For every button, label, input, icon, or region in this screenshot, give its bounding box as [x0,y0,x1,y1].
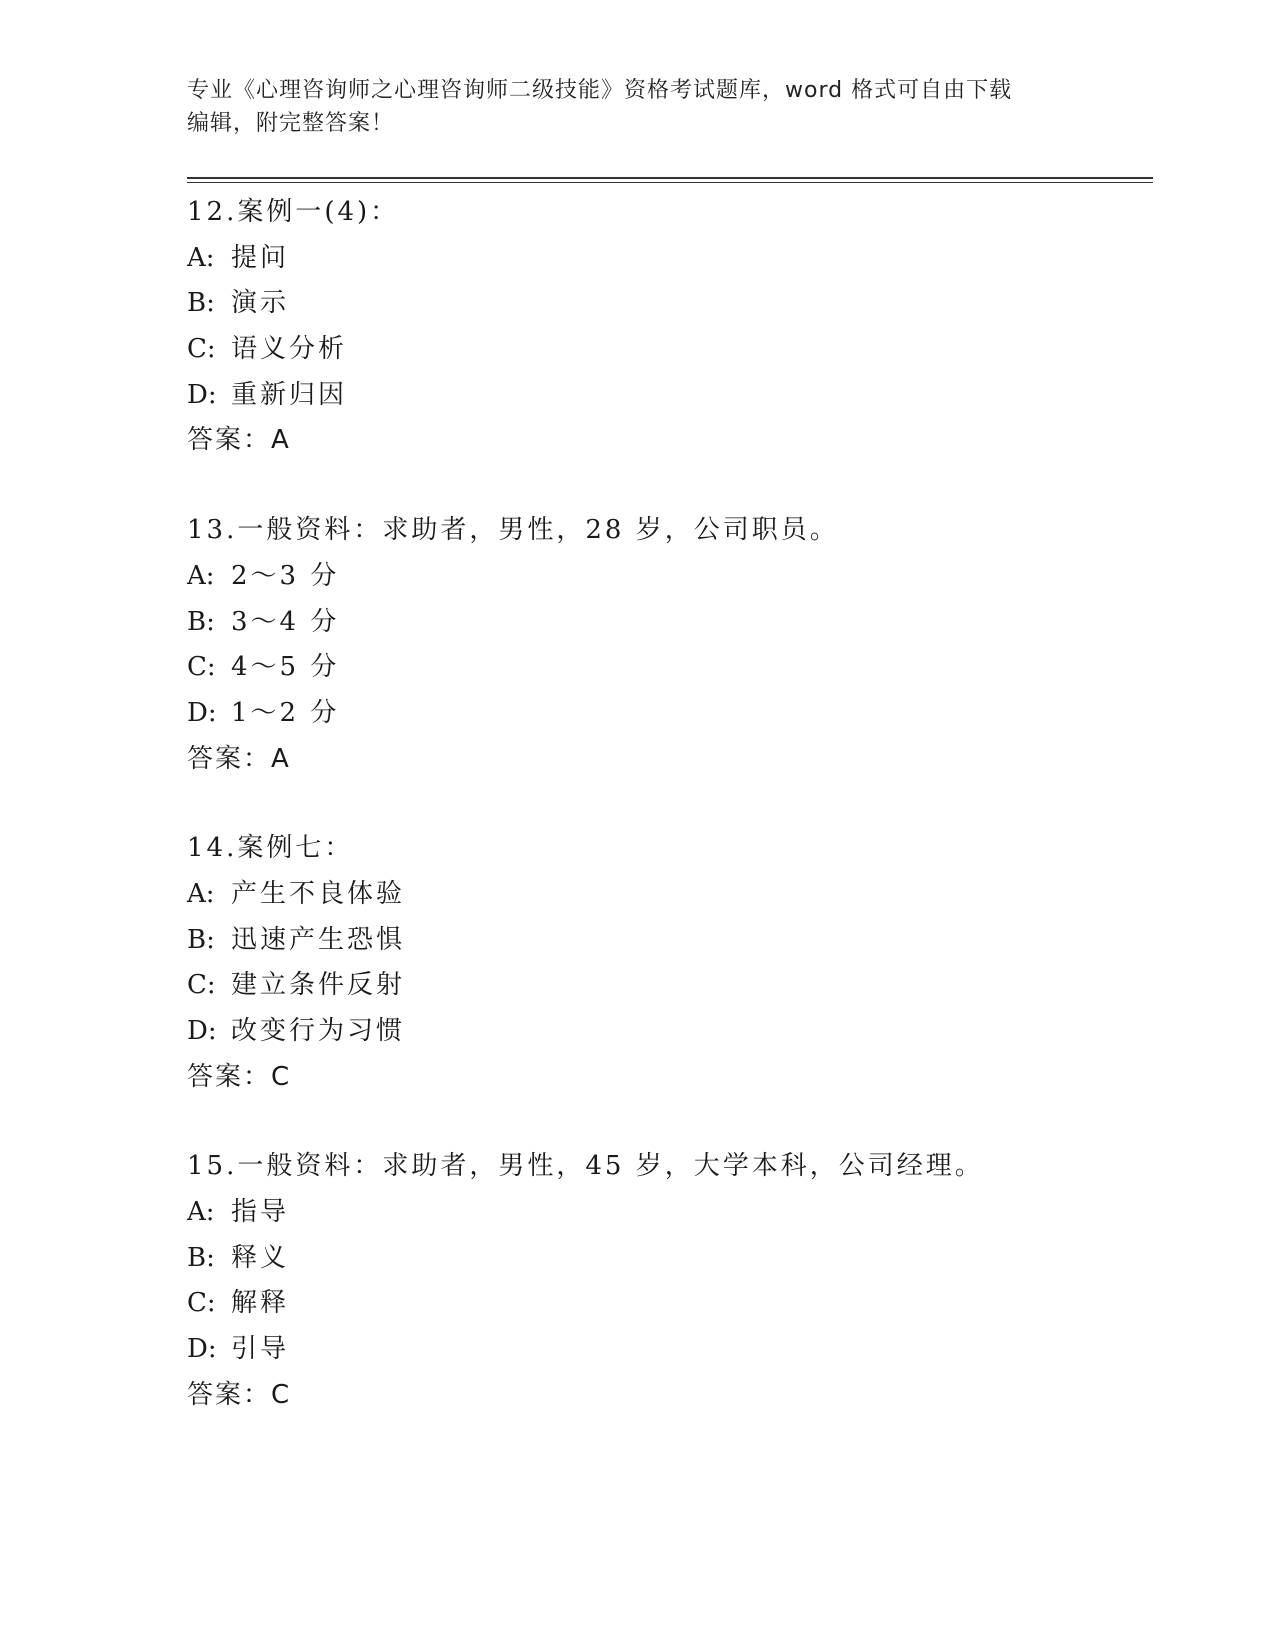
option-d [187,1327,1153,1373]
question-stem: 15.一般资料：求助者，男性，45 岁，大学本科，公司经理。 [187,1151,984,1182]
option-c [187,327,1153,373]
option-letter: A: [187,242,215,273]
option-text: 解释 [231,1288,290,1319]
option-text: 改变行为习惯 [231,1016,406,1046]
option-letter: C: [187,334,216,365]
header-line-1: 专业《心理咨询师之心理咨询师二级技能》资格考试题库，word 格式可自由下载 [187,78,1013,103]
question-list [187,190,1153,1463]
option-letter: C: [187,652,216,683]
option-b [187,281,1153,327]
question-stem: 14.案例七： [187,833,354,864]
option-letter: D: [187,697,217,728]
option-text: 建立条件反射 [231,970,406,1001]
option-text: 指导 [231,1197,290,1228]
option-c [187,963,1153,1009]
option-b [187,918,1153,964]
option-text: 演示 [231,288,290,319]
option-letter: A: [187,560,215,591]
option-letter: C: [187,970,216,1001]
option-letter: D: [187,379,217,410]
option-letter: C: [187,1288,216,1319]
answer-line: 答案：A [187,743,291,774]
answer-line: 答案：C [187,1379,292,1410]
question-item [187,508,1153,782]
option-a [187,872,1153,918]
option-letter: B: [187,1242,215,1273]
option-text: 4～5 分 [231,652,340,683]
option-a [187,554,1153,600]
header-divider-thick [187,177,1153,179]
question-item [187,1144,1153,1418]
option-d [187,691,1153,737]
question-item [187,190,1153,464]
option-b [187,1236,1153,1282]
option-letter: B: [187,606,215,637]
option-letter: D: [187,1334,217,1365]
option-text: 提问 [231,242,290,273]
option-letter: B: [187,288,215,319]
option-b [187,600,1153,646]
option-text: 2～3 分 [231,560,340,591]
option-c [187,645,1153,691]
option-c [187,1281,1153,1327]
header-line-2: 编辑，附完整答案！ [187,111,395,136]
header-divider-thin [187,182,1153,183]
option-letter: D: [187,1016,217,1046]
option-letter: A: [187,878,215,909]
option-text: 释义 [231,1242,290,1273]
question-item [187,826,1153,1100]
option-text: 3～4 分 [231,606,340,637]
option-letter: B: [187,924,215,955]
option-text: 迅速产生恐惧 [231,924,406,955]
question-stem: 12.案例一(4)： [187,197,400,227]
option-letter: A: [187,1197,215,1228]
document-header [187,74,1067,140]
answer-line: 答案：C [187,1061,292,1092]
question-stem: 13.一般资料：求助者，男性，28 岁，公司职员。 [187,515,839,546]
option-text: 重新归因 [231,379,348,410]
option-d [187,1009,1153,1055]
option-text: 产生不良体验 [231,878,406,909]
answer-line: 答案：A [187,425,291,456]
option-a [187,236,1153,282]
option-text: 语义分析 [231,334,348,365]
option-text: 引导 [231,1334,290,1365]
option-a [187,1190,1153,1236]
option-text: 1～2 分 [231,697,340,728]
option-d [187,373,1153,419]
